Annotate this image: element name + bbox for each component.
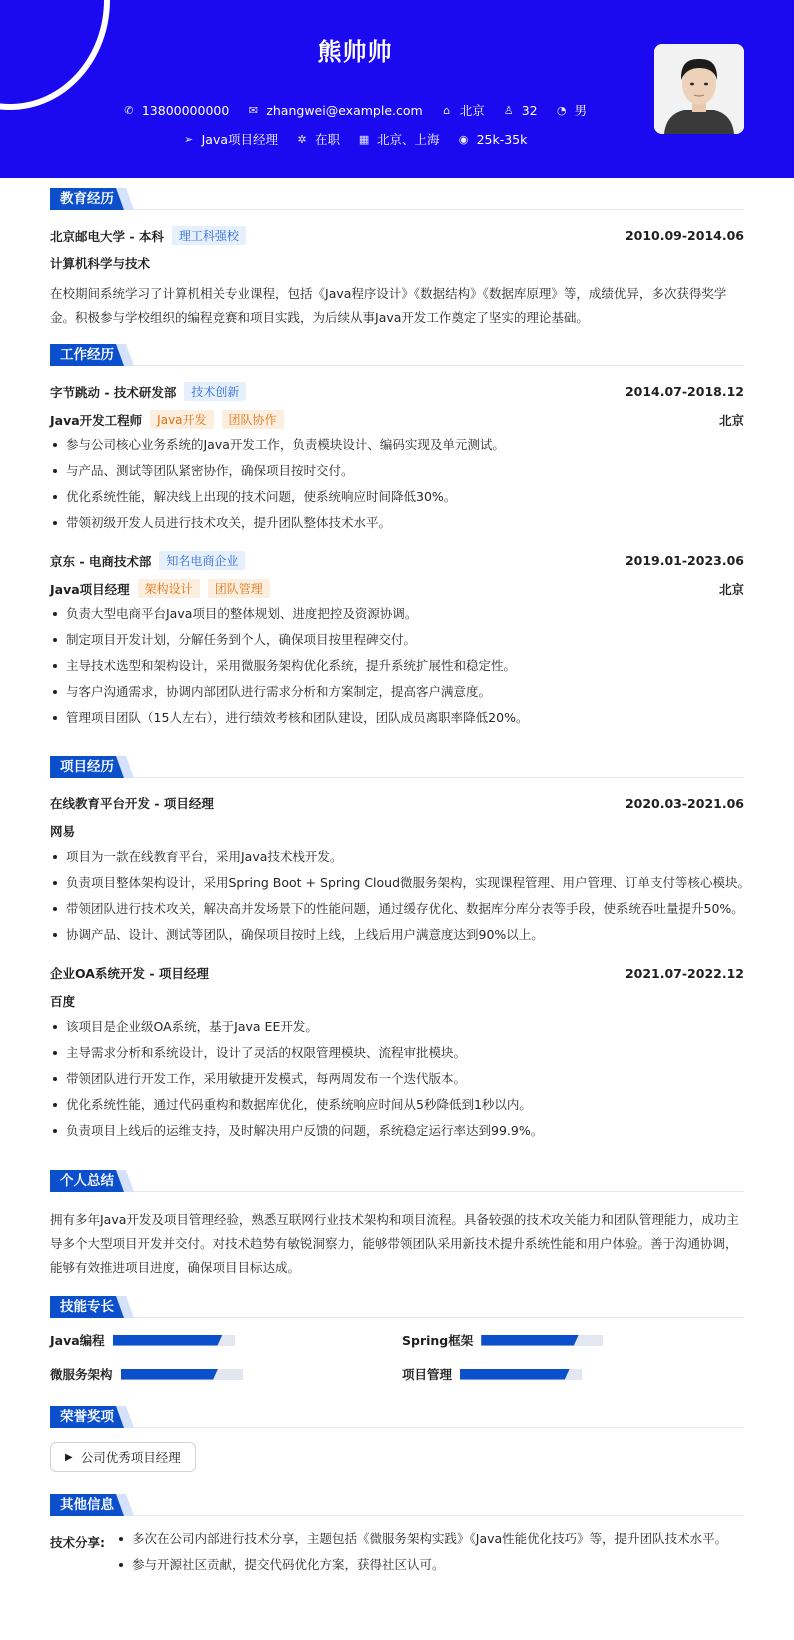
- company-name: 字节跳动 - 技术研发部: [50, 384, 177, 400]
- award-name: 公司优秀项目经理: [80, 1450, 181, 1465]
- salary-icon: ◉: [458, 132, 469, 146]
- send-icon: ➢: [184, 132, 194, 146]
- list-item: 参与开源社区贡献，提交代码优化方案，获得社区认可。: [116, 1552, 744, 1578]
- project-company-row: [50, 992, 744, 1010]
- list-item: 多次在公司内部进行技术分享，主题包括《微服务架构实践》《Java性能优化技巧》等，提升团队技术水平。: [116, 1526, 744, 1552]
- section-title: 项目经历: [50, 756, 126, 778]
- section-education: [50, 188, 744, 210]
- skill-name: 项目管理: [402, 1367, 453, 1382]
- skill-item: [50, 1331, 235, 1349]
- list-item: 主导需求分析和系统设计，设计了灵活的权限管理模块、流程审批模块。: [50, 1040, 744, 1066]
- role-row: [50, 579, 744, 598]
- list-item: 参与公司核心业务系统的Java开发工作，负责模块设计、编码实现及单元测试。: [50, 432, 744, 458]
- list-item: 制定项目开发计划，分解任务到个人，确保项目按里程碑交付。: [50, 627, 744, 653]
- section-title: 工作经历: [50, 344, 126, 366]
- work-date: 2014.07-2018.12: [624, 384, 744, 399]
- age-icon: ♙: [503, 103, 514, 117]
- skill-item: [50, 1365, 243, 1383]
- mail-icon: ✉: [248, 103, 258, 117]
- award-item[interactable]: [50, 1442, 196, 1472]
- skill-name: Spring框架: [402, 1333, 474, 1348]
- skill-bar-fill: [460, 1369, 570, 1380]
- school-tag: 理工科强校: [172, 226, 246, 245]
- list-item: 优化系统性能，解决线上出现的技术问题，使系统响应时间降低30%。: [50, 484, 744, 510]
- education-header: [50, 226, 744, 245]
- candidate-name: 熊帅帅: [317, 38, 393, 66]
- work-duties: [50, 601, 744, 731]
- project-date: 2020.03-2021.06: [624, 795, 744, 811]
- project-title: 企业OA系统开发 - 项目经理: [50, 966, 209, 981]
- city-item: [358, 130, 440, 148]
- skill-bar: [113, 1335, 235, 1346]
- age-text: 32: [521, 102, 538, 118]
- role-tag: 架构设计: [138, 579, 200, 598]
- project-header: [50, 964, 744, 982]
- role-tag: 团队管理: [208, 579, 270, 598]
- role-tag: 团队协作: [222, 410, 284, 429]
- project-details: [50, 1014, 744, 1144]
- section-other: [50, 1494, 744, 1516]
- list-item: 协调产品、设计、测试等团队，确保项目按时上线，上线后用户满意度达到90%以上。: [50, 922, 744, 948]
- location-text: 北京: [459, 103, 485, 118]
- work-city: 北京: [718, 581, 744, 597]
- list-item: 负责项目上线后的运维支持，及时解决用户反馈的问题，系统稳定运行率达到99.9%。: [50, 1118, 744, 1144]
- gender-icon: ◔: [556, 103, 567, 117]
- skill-bar-fill: [113, 1335, 223, 1346]
- home-icon: ⌂: [443, 103, 451, 117]
- role-row: [50, 410, 744, 429]
- age-item: [503, 103, 538, 118]
- work-date: 2019.01-2023.06: [624, 553, 744, 568]
- play-icon: ▶: [65, 1451, 73, 1463]
- skill-bar: [481, 1335, 603, 1346]
- list-item: 带领初级开发人员进行技术攻关，提升团队整体技术水平。: [50, 510, 744, 536]
- list-item: 主导技术选型和架构设计，采用微服务架构优化系统，提升系统扩展性和稳定性。: [50, 653, 744, 679]
- target-role-item: [183, 130, 278, 148]
- email-item: [247, 103, 422, 118]
- school-name: 北京邮电大学 - 本科: [50, 228, 164, 244]
- skill-item: [402, 1365, 582, 1383]
- location-item: [441, 101, 485, 119]
- list-item: 与产品、测试等团队紧密协作，确保项目按时交付。: [50, 458, 744, 484]
- job-role: Java项目经理: [50, 581, 130, 597]
- role-tag: Java开发: [150, 410, 213, 429]
- project-company: 网易: [50, 824, 76, 839]
- section-title: 教育经历: [50, 188, 126, 210]
- project-date: 2021.07-2022.12: [624, 965, 744, 981]
- avatar: [654, 44, 744, 134]
- section-project: [50, 756, 744, 778]
- phone-text: 13800000000: [141, 102, 230, 118]
- other-details: [116, 1526, 744, 1578]
- section-skills: [50, 1296, 744, 1318]
- list-item: 管理项目团队（15人左右），进行绩效考核和团队建设，团队成员离职率降低20%。: [50, 705, 744, 731]
- list-item: 该项目是企业级OA系统，基于Java EE开发。: [50, 1014, 744, 1040]
- resume-header: [0, 0, 794, 178]
- section-title: 技能专长: [50, 1296, 126, 1318]
- section-work: [50, 344, 744, 366]
- gender-item: [556, 101, 588, 119]
- list-item: 项目为一款在线教育平台，采用Java技术栈开发。: [50, 844, 744, 870]
- email-text: zhangwei@example.com: [266, 102, 423, 118]
- project-company: 百度: [50, 994, 76, 1009]
- skill-bar-fill: [481, 1335, 579, 1346]
- skill-bar: [460, 1369, 582, 1380]
- section-title: 个人总结: [50, 1170, 126, 1192]
- status-text: 在职: [315, 132, 341, 147]
- work-duties: [50, 432, 744, 536]
- work-header: [50, 551, 744, 570]
- skill-name: 微服务架构: [50, 1367, 113, 1382]
- skill-name: Java编程: [50, 1333, 105, 1348]
- skill-bar-fill: [121, 1369, 219, 1380]
- company-tag: 技术创新: [184, 382, 246, 401]
- status-icon: ✲: [297, 132, 307, 146]
- job-role: Java开发工程师: [50, 412, 143, 428]
- personal-summary: 拥有多年Java开发及项目管理经验，熟悉互联网行业技术架构和项目流程。具备较强的技术攻关能力和团队管理能力，成功主导多个大型项目开发并交付。对技术趋势有敏锐洞察力，能够带领团队采用新技术提升系统性能和用户体验。善于沟通协调，能够有效推进项目进度，确保项目目标达成。: [50, 1212, 739, 1275]
- project-title: 在线教育平台开发 - 项目经理: [50, 796, 214, 811]
- section-title: 荣誉奖项: [50, 1406, 126, 1428]
- section-awards: [50, 1406, 744, 1428]
- major: 计算机科学与技术: [50, 256, 151, 271]
- project-company-row: [50, 822, 744, 840]
- salary-text: 25k-35k: [476, 131, 528, 147]
- list-item: 负责大型电商平台Java项目的整体规划、进度把控及资源协调。: [50, 601, 744, 627]
- list-item: 优化系统性能，通过代码重构和数据库优化，使系统响应时间从5秒降低到1秒以内。: [50, 1092, 744, 1118]
- skill-item: [402, 1331, 603, 1349]
- company-name: 京东 - 电商技术部: [50, 553, 152, 569]
- contact-row: [0, 101, 710, 119]
- list-item: 与客户沟通需求，协调内部团队进行需求分析和方案制定，提高客户满意度。: [50, 679, 744, 705]
- status-item: [296, 130, 340, 148]
- project-details: [50, 844, 751, 948]
- phone-icon: ✆: [124, 103, 134, 117]
- major-row: [50, 254, 744, 272]
- target-role-text: Java项目经理: [201, 132, 279, 147]
- gender-text: 男: [574, 103, 588, 118]
- job-intent-row: [0, 130, 710, 148]
- education-date: 2010.09-2014.06: [624, 228, 744, 243]
- salary-item: [458, 132, 528, 147]
- city-text: 北京、上海: [377, 132, 440, 147]
- education-description: 在校期间系统学习了计算机相关专业课程，包括《Java程序设计》《数据结构》《数据库原理》等，成绩优异，多次获得奖学金。积极参与学校组织的编程竞赛和项目实践，为后续从事Java开发工作奠定了坚实的理论基础。: [50, 286, 727, 325]
- other-label: 技术分享:: [50, 1535, 105, 1550]
- work-header: [50, 382, 744, 401]
- phone-item: [123, 103, 229, 118]
- company-tag: 知名电商企业: [159, 551, 245, 570]
- skill-bar: [121, 1369, 243, 1380]
- work-city: 北京: [718, 412, 744, 428]
- section-title: 其他信息: [50, 1494, 126, 1516]
- list-item: 负责项目整体架构设计，采用Spring Boot + Spring Cloud微服务架构，实现课程管理、用户管理、订单支付等核心模块。: [50, 870, 744, 896]
- list-item: 带领团队进行开发工作，采用敏捷开发模式，每两周发布一个迭代版本。: [50, 1066, 744, 1092]
- building-icon: ▦: [358, 132, 370, 146]
- profile-photo: [654, 44, 744, 134]
- section-summary: [50, 1170, 744, 1192]
- project-header: [50, 794, 744, 812]
- list-item: 带领团队进行技术攻关，解决高并发场景下的性能问题，通过缓存优化、数据库分库分表等手段，使系统吞吐量提升50%。: [50, 896, 744, 922]
